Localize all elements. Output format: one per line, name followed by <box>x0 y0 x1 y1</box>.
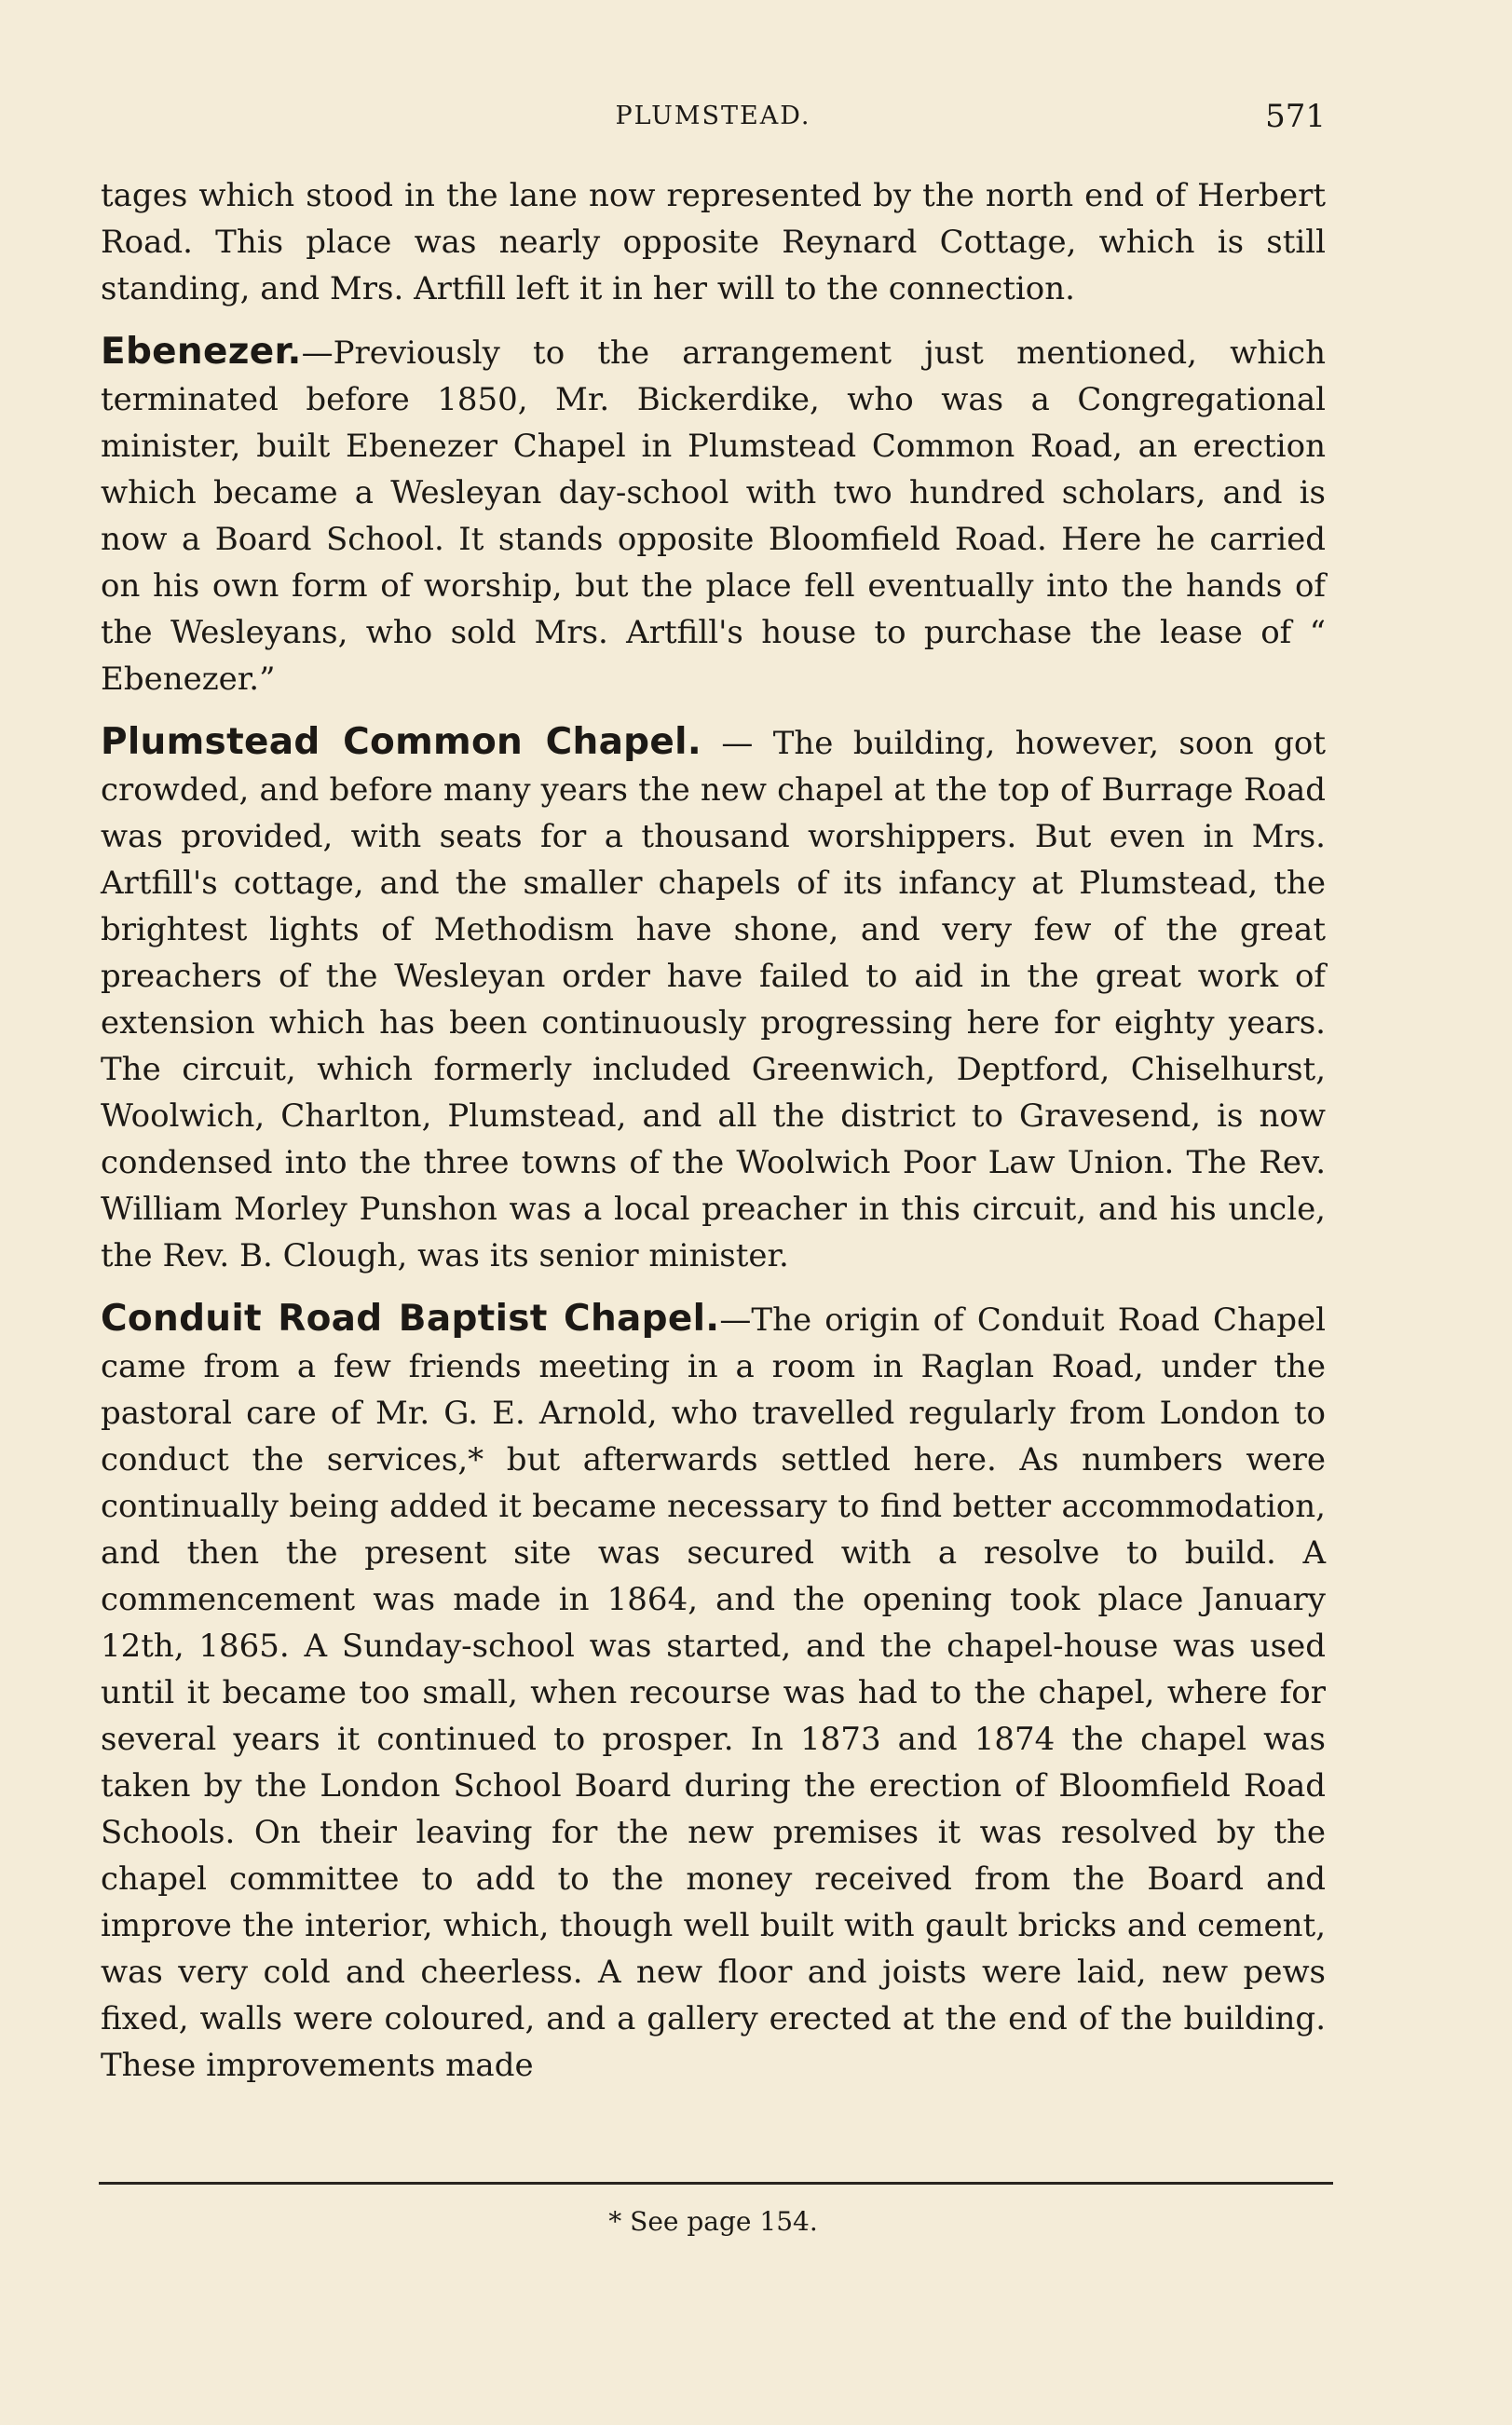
paragraph-plumstead-common-chapel <box>101 719 1326 1279</box>
running-head <box>101 93 1326 140</box>
section-heading-plumstead-common-chapel: Plumstead Common Chapel. <box>101 721 702 763</box>
body-text <box>101 172 1326 2089</box>
footnote: * See page 154. <box>608 2206 818 2237</box>
paragraph-conduit-road-baptist-chapel <box>101 1296 1326 2089</box>
section-heading-ebenezer: Ebenezer. <box>101 331 302 373</box>
paragraph-continued: tages which stood in the lane now represented by the north end of Herbert Road. This place was nearly opposite Reynard Cottage, which is still standing, and Mrs. Artfill left it in her will to the connection. <box>101 177 1326 307</box>
footnote-rule <box>99 2182 1333 2185</box>
page-number: 571 <box>1265 98 1326 135</box>
section-heading-conduit-road-baptist-chapel: Conduit Road Baptist Chapel. <box>101 1298 720 1340</box>
paragraph-ebenezer-text: —Previously to the arrangement just mentioned, which terminated before 1850, Mr. Bickerdike, who was a Congregational minister, built Ebenezer Chapel in Plumstead Common Road, an erection which became a Wesleyan day-school with two hundred scholars, and is now a Board School. It stands opposite Bloomfield Road. Here he carried on his own form of worship, but the place fell eventually into the hands of the Wesleyans, who sold Mrs. Artfill's house to purchase the lease of “ Ebenezer.” <box>101 334 1326 698</box>
paragraph-ebenezer <box>101 329 1326 702</box>
paragraph-plumstead-common-chapel-text: — The building, however, soon got crowded, and before many years the new chapel at the top of Burrage Road was provided, with seats for a thousand worshippers. But even in Mrs. Artfill's cottage, and the smaller chapels of its infancy at Plumstead, the brightest lights of Methodism have shone, and very few of the great preachers of the Wesleyan order have failed to aid in the great work of extension which has been continuously progressing here for eighty years. The circuit, which formerly included Greenwich, Deptford, Chiselhurst, Woolwich, Charlton, Plumstead, and all the district to Gravesend, is now condensed into the three towns of the Woolwich Poor Law Union. The Rev. William Morley Punshon was a local preacher in this circuit, and his uncle, the Rev. B. Clough, was its senior minister. <box>101 725 1326 1274</box>
running-title: PLUMSTEAD. <box>615 102 811 130</box>
paragraph-conduit-road-baptist-chapel-text: —The origin of Conduit Road Chapel came from a few friends meeting in a room in Raglan Road, under the pastoral care of Mr. G. E. Arnold, who travelled regularly from London to conduct the services,* but afterwards settled here. As numbers were continually being added it became necessary to find better accommodation, and then the present site was secured with a resolve to build. A commencement was made in 1864, and the opening took place January 12th, 1865. A Sunday-school was started, and the chapel-house was used until it became too small, when recourse was had to the chapel, where for several years it continued to prosper. In 1873 and 1874 the chapel was taken by the London School Board during the erection of Bloomfield Road Schools. On their leaving for the new premises it was resolved by the chapel committee to add to the money received from the Board and improve the interior, which, though well built with gault bricks and cement, was very cold and cheerless. A new floor and joists were laid, new pews fixed, walls were coloured, and a gallery erected at the end of the building. These improvements made <box>101 1301 1326 2084</box>
